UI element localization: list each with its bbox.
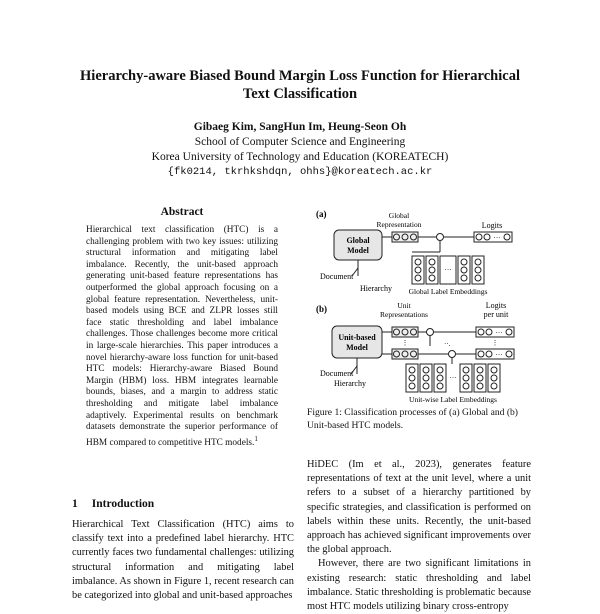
svg-text:···: ···: [449, 374, 457, 382]
panel-a-label: (a): [316, 209, 327, 219]
a-global-model-label: Global Model: [346, 236, 370, 255]
b-logits-label: Logits per unit: [483, 301, 509, 319]
author-names: Gibaeg Kim, SangHun Im, Heung-Seon Oh: [193, 121, 407, 133]
svg-text:⋮: ⋮: [401, 339, 409, 347]
author-block: [60, 120, 540, 180]
svg-text:···: ···: [495, 329, 503, 337]
right-column-text: [307, 458, 531, 614]
svg-text:···: ···: [495, 351, 503, 359]
b-unit-rep-label: Unit Representations: [380, 301, 428, 319]
affiliation-line-1: School of Computer Science and Engineering: [194, 136, 406, 148]
paper-title: [60, 67, 540, 103]
abstract-body: [86, 225, 278, 449]
a-embeddings-label: Global Label Embeddings: [408, 287, 488, 296]
a-dot-product-icon: [437, 234, 444, 241]
a-label-embedding: [412, 256, 424, 284]
section-number: 1: [72, 498, 78, 510]
figure-1-diagram: [312, 206, 532, 404]
affiliation-line-2: Korea University of Technology and Education (KOREATECH): [151, 151, 449, 163]
paragraph: However, there are two significant limitations in existing research: static thresholding and label imbalance. Static thresholding is problematic because most HTC models utilizing binary cross-entropy: [307, 558, 531, 613]
a-global-model-box: [334, 230, 382, 260]
abstract-heading: Abstract: [160, 206, 204, 218]
introduction-text: Hierarchical Text Classification (HTC) aims to classify text into a predefined label hierarchy. HTC currently faces two fundamental challenges: utilizing structural information and mitigating label imbalance. As shown in Figure 1, recent research can be categorized into global and unit-based approaches: [72, 519, 294, 602]
title-line-2: Text Classification: [242, 86, 358, 102]
section-heading: [72, 498, 154, 510]
panel-b-label: (b): [316, 304, 327, 314]
svg-text:···: ···: [493, 234, 501, 242]
svg-text:···: ···: [444, 266, 452, 274]
b-unit-model-label: Unit-based Model: [338, 333, 376, 352]
figure-caption: Figure 1: Classification processes of (a) Global and (b) Unit-based HTC models.: [307, 407, 519, 431]
paragraph: HiDEC (Im et al., 2023), generates feature representations of text at the unit level, where a unit refers to a subset of a hierarchy partitioned by specific strategies, and classification is performed on labels within these units. Recently, the unit-based approach has achieved significant improvements over the global approach.: [307, 459, 531, 556]
b-document-label: Document: [320, 369, 354, 378]
title-line-1: Hierarchy-aware Biased Bound Margin Loss Function for Hierarchical: [80, 68, 520, 84]
svg-text:⋮: ⋮: [491, 339, 499, 347]
section-title: Introduction: [91, 498, 155, 510]
author-emails: {fk0214, tkrhkshdqn, ohhs}@koreatech.ac.kr: [167, 166, 433, 178]
a-document-label: Document: [320, 272, 354, 281]
b-embeddings-label: Unit-wise Label Embeddings: [409, 395, 497, 404]
abstract-text: Hierarchical text classification (HTC) is a challenging problem with two key issues: utilizing structural information and mitigating label imbalance. Recently, the unit-based approach generating unit-based feature representations has outperformed the global approach focusing on a global feature representation. Nevertheless, unit-based models using BCE and ZLPR losses still face static thresholding and label imbalance challenges. Those challenges become more critical in large-scale hierarchies. This paper introduces a novel hierarchy-aware loss function for unit-based HTC models: Hierarchy-aware Biased Bound Margin (HBM) loss. HBM integrates learnable bounds, biases, and a margin to address static thresholding and mitigate label imbalance adaptively. Experimental results on benchmark datasets demonstrate the superior performance of HBM compared to competitive HTC models.: [86, 225, 278, 448]
a-logits-label: Logits: [481, 221, 503, 230]
a-hierarchy-label: Hierarchy: [360, 284, 392, 293]
svg-text:··.: ··.: [444, 340, 451, 348]
b-unit-model-box: [332, 326, 382, 358]
b-hierarchy-label: Hierarchy: [334, 379, 366, 388]
footnote-mark: 1: [254, 434, 258, 443]
b-dot-product-icon: [427, 329, 434, 336]
a-global-rep-label: Global Representation: [376, 211, 422, 229]
